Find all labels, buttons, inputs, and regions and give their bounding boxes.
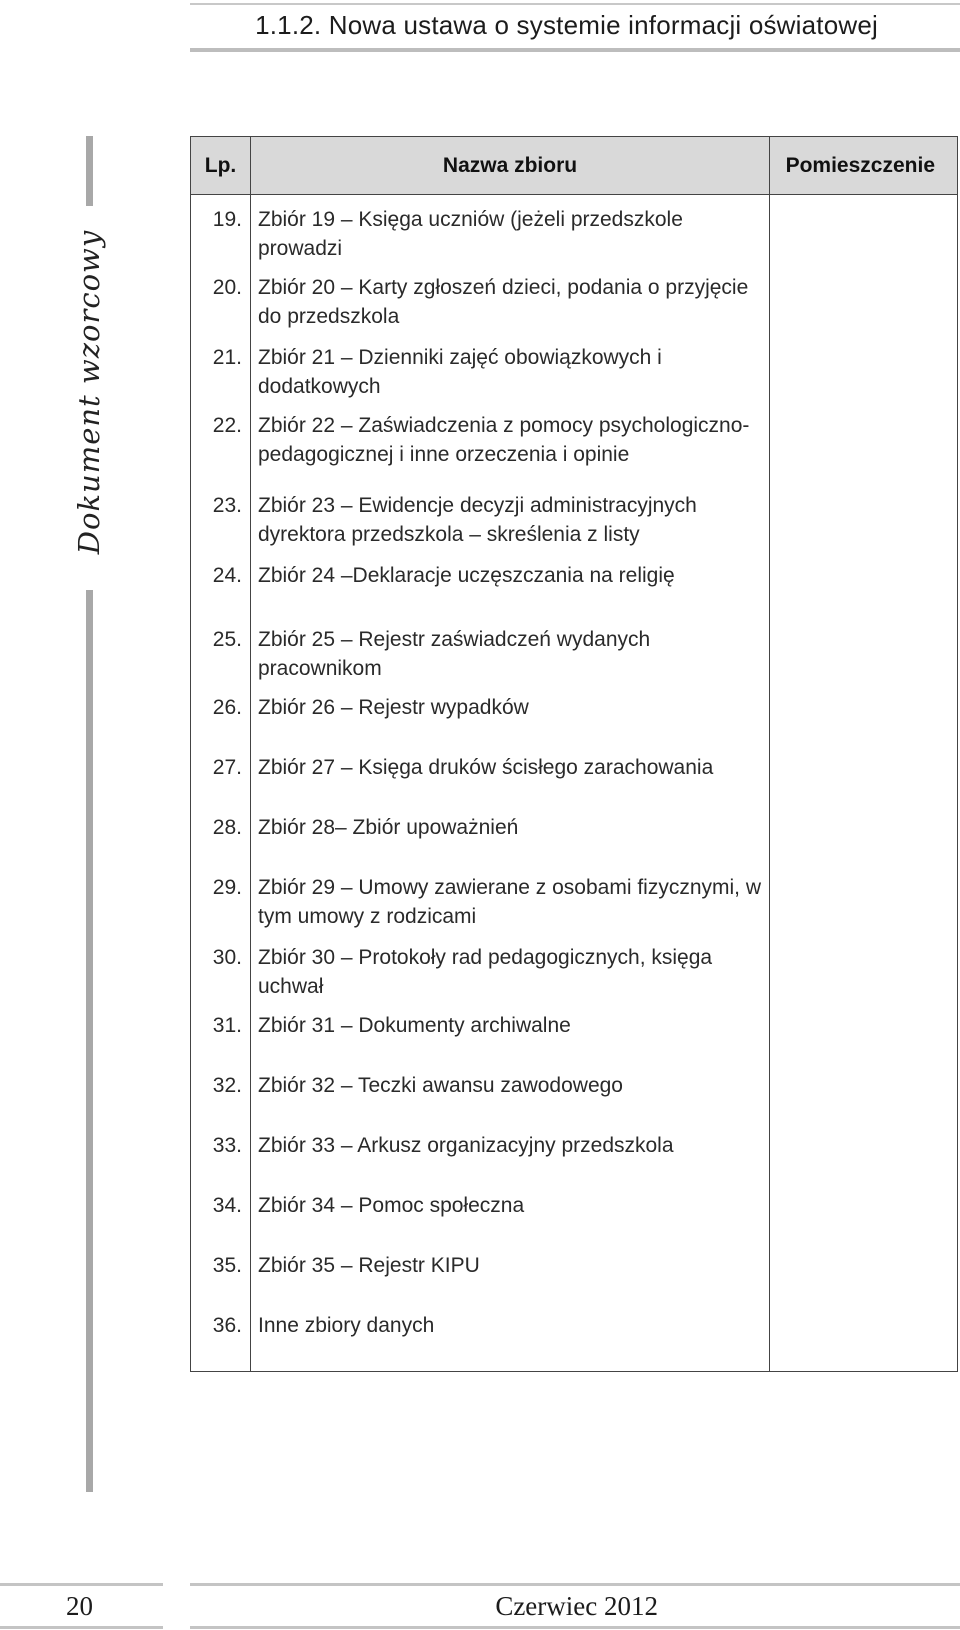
row-room [770, 863, 958, 933]
page-number: 20 [66, 1591, 93, 1621]
row-name: Zbiór 28– Zbiór upoważnień [251, 803, 770, 863]
row-room [770, 933, 958, 1001]
table-row [191, 1241, 958, 1301]
row-name: Zbiór 27 – Księga druków ścisłego zarachowania [251, 743, 770, 803]
row-room [770, 1181, 958, 1241]
table-row [191, 481, 958, 551]
row-room [770, 1121, 958, 1181]
row-room [770, 615, 958, 683]
row-number: 32. [191, 1061, 251, 1121]
row-name: Zbiór 29 – Umowy zawierane z osobami fizycznymi, w tym umowy z rodzicami [251, 863, 770, 933]
row-name: Zbiór 31 – Dokumenty archiwalne [251, 1001, 770, 1061]
sidebar-bar-top [86, 136, 93, 206]
column-header-room: Pomieszczenie [770, 137, 958, 195]
top-rule [190, 3, 960, 5]
row-number: 33. [191, 1121, 251, 1181]
row-room [770, 803, 958, 863]
table-row [191, 803, 958, 863]
footer-date: Czerwiec 2012 [495, 1591, 658, 1621]
row-number: 35. [191, 1241, 251, 1301]
row-number: 29. [191, 863, 251, 933]
row-room [770, 333, 958, 401]
row-number: 36. [191, 1301, 251, 1372]
table-row [191, 933, 958, 1001]
row-number: 27. [191, 743, 251, 803]
table-row [191, 195, 958, 264]
row-number: 28. [191, 803, 251, 863]
row-number: 26. [191, 683, 251, 743]
table-row [191, 743, 958, 803]
row-number: 25. [191, 615, 251, 683]
row-room [770, 195, 958, 264]
table-row [191, 401, 958, 481]
row-name: Zbiór 26 – Rejestr wypadków [251, 683, 770, 743]
row-room [770, 743, 958, 803]
row-number: 21. [191, 333, 251, 401]
row-name: Zbiór 19 – Księga uczniów (jeżeli przedszkole prowadzi [251, 195, 770, 264]
row-room [770, 481, 958, 551]
table-row [191, 551, 958, 615]
table-row [191, 1121, 958, 1181]
row-name: Inne zbiory danych [251, 1301, 770, 1372]
data-sets-table [190, 136, 958, 1372]
row-number: 24. [191, 551, 251, 615]
row-name: Zbiór 20 – Karty zgłoszeń dzieci, podania o przyjęcie do przedszkola [251, 263, 770, 333]
row-room [770, 1241, 958, 1301]
sidebar-label: Dokument wzorcowy [72, 229, 106, 555]
row-name: Zbiór 34 – Pomoc społeczna [251, 1181, 770, 1241]
row-number: 30. [191, 933, 251, 1001]
table-row [191, 263, 958, 333]
row-room [770, 1061, 958, 1121]
row-name: Zbiór 22 – Zaświadczenia z pomocy psychologiczno-pedagogicznej i inne orzeczenia i opinie [251, 401, 770, 481]
table-row [191, 1181, 958, 1241]
row-name: Zbiór 25 – Rejestr zaświadczeń wydanych pracownikom [251, 615, 770, 683]
footer-rule-left-bottom [0, 1626, 163, 1629]
column-header-name: Nazwa zbioru [251, 137, 770, 195]
row-name: Zbiór 33 – Arkusz organizacyjny przedszkola [251, 1121, 770, 1181]
table-row [191, 1061, 958, 1121]
row-room [770, 683, 958, 743]
footer-rule-left [0, 1583, 163, 1586]
table-row [191, 333, 958, 401]
row-number: 20. [191, 263, 251, 333]
column-header-lp: Lp. [191, 137, 251, 195]
row-name: Zbiór 32 – Teczki awansu zawodowego [251, 1061, 770, 1121]
table-header-row [191, 137, 958, 195]
row-room [770, 401, 958, 481]
row-name: Zbiór 21 – Dzienniki zajęć obowiązkowych i dodatkowych [251, 333, 770, 401]
footer-rule-right [190, 1583, 960, 1586]
table-row [191, 683, 958, 743]
table-row [191, 615, 958, 683]
row-name: Zbiór 23 – Ewidencje decyzji administracyjnych dyrektora przedszkola – skreślenia z listy [251, 481, 770, 551]
row-room [770, 1001, 958, 1061]
row-name: Zbiór 35 – Rejestr KIPU [251, 1241, 770, 1301]
footer-rule-right-bottom [190, 1626, 960, 1629]
table-row [191, 863, 958, 933]
row-number: 23. [191, 481, 251, 551]
table-row [191, 1301, 958, 1372]
row-name: Zbiór 24 –Deklaracje uczęszczania na religię [251, 551, 770, 615]
row-number: 19. [191, 195, 251, 264]
row-name: Zbiór 30 – Protokoły rad pedagogicznych, księga uchwał [251, 933, 770, 1001]
row-room [770, 1301, 958, 1372]
row-number: 31. [191, 1001, 251, 1061]
row-number: 22. [191, 401, 251, 481]
row-room [770, 263, 958, 333]
row-room [770, 551, 958, 615]
header-rule [190, 48, 960, 52]
table-row [191, 1001, 958, 1061]
sidebar-bar-bottom [86, 590, 93, 1492]
page-title: 1.1.2. Nowa ustawa o systemie informacji oświatowej [255, 10, 878, 40]
row-number: 34. [191, 1181, 251, 1241]
